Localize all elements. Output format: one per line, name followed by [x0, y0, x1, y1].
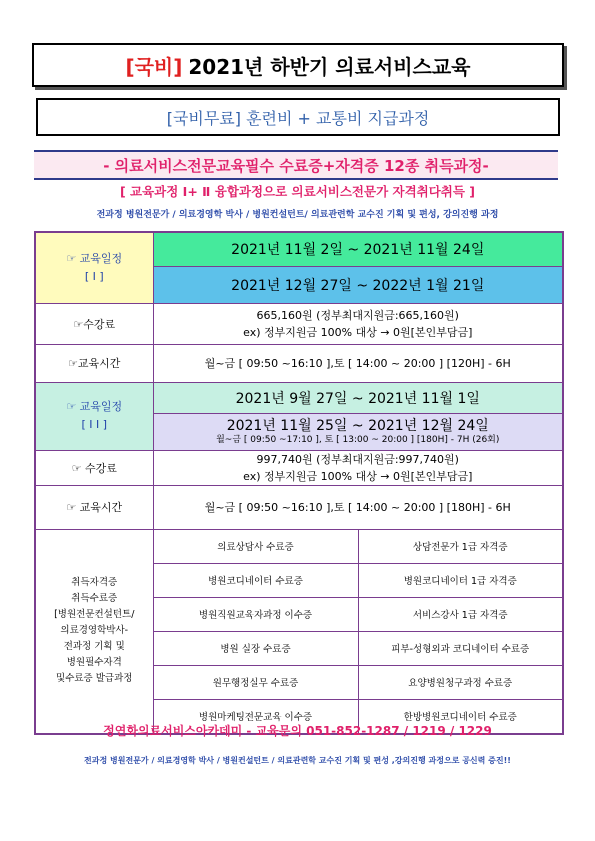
cert-item: 병원 실장 수료증: [153, 631, 358, 665]
course1-label-line2: [ I ]: [84, 269, 104, 283]
course1-fee: [153, 303, 563, 344]
course1-schedule-label: [35, 232, 153, 303]
subtitle-box: [국비무료] 훈련비 + 교통비 지급과정: [36, 98, 560, 136]
course1-fee-line1: 665,160원 (정부최대지원금:665,160원): [256, 308, 459, 322]
course2-time-label: ☞ 교육시간: [35, 485, 153, 529]
course-banner: - 의료서비스전문교육필수 수료증+자격증 12종 취득과정-: [34, 150, 558, 180]
notice-blue: 전과정 병원전문가 / 의료경영학 박사 / 병원컨설턴트/ 의료관련학 교수진 기획 및 편성, 강의진행 과정: [96, 210, 499, 220]
cert-item: 한방병원코디네이터 수료증: [358, 699, 563, 734]
course1-label-line1: ☞ 교육일정: [66, 251, 123, 265]
course2-fee-label: ☞ 수강료: [35, 450, 153, 485]
course2-fee: [153, 450, 563, 485]
notice-red: [ 교육과정 Ⅰ+ Ⅱ 융합과정으로 의료서비스전문가 자격취다취득 ]: [119, 184, 476, 199]
cert-label-line: 취득자격증: [71, 577, 118, 588]
cert-label-line: 및수료증 발급과정: [56, 673, 133, 684]
course2-time: 월~금 [ 09:50 ~16:10 ],토 [ 14:00 ~ 20:00 ] [180H] - 6H: [153, 485, 563, 529]
certificates-label: [35, 529, 153, 734]
footer-contact: 정연화의료서비스아카데미 - 교육문의 051-852-1287 / 1219 / 1229: [103, 724, 492, 738]
cert-item: 요양병원청구과정 수료증: [358, 665, 563, 699]
course1-date2: 2021년 12월 27일 ~ 2022년 1월 21일: [153, 266, 563, 303]
course2-date2-text: 2021년 11월 25일 ~ 2021년 12월 24일: [226, 417, 489, 434]
cert-label-line: 병원필수자격: [66, 657, 122, 668]
course1-fee-label: ☞수강료: [35, 303, 153, 344]
cert-label-line: 전과정 기획 및: [63, 641, 125, 652]
course2-date1: 2021년 9월 27일 ~ 2021년 11월 1일: [153, 382, 563, 413]
course2-label-line2: [ I I ]: [81, 418, 108, 431]
course2-date2: [153, 413, 563, 450]
cert-label-line: 취득수료증: [71, 593, 118, 604]
cert-item: 피부-성형외과 코디네이터 수료증: [358, 631, 563, 665]
cert-item: 서비스강사 1급 자격증: [358, 597, 563, 631]
course2-fee-line2: ex) 정부지원금 100% 대상 → 0원[본인부담금]: [243, 469, 473, 483]
cert-label-line: 의료경영학박사-: [60, 625, 129, 636]
cert-item: 병원코디네이터 1급 자격증: [358, 563, 563, 597]
page-title: [32, 43, 564, 87]
cert-item: 병원직원교육자과정 이수증: [153, 597, 358, 631]
course2-fee-line1: 997,740원 (정부최대지원금:997,740원): [256, 452, 459, 466]
title-prefix: [국비]: [125, 54, 183, 79]
course2-date2-note: 월~금 [ 09:50 ~17:10 ], 토 [ 13:00 ~ 20:00 ] [180H] - 7H (26회): [216, 434, 500, 445]
course1-time-label: ☞교육시간: [35, 344, 153, 382]
cert-item: 상담전문가 1급 자격증: [358, 529, 563, 563]
course1-date1: 2021년 11월 2일 ~ 2021년 11월 24일: [153, 232, 563, 266]
cert-item: 의료상담사 수료증: [153, 529, 358, 563]
cert-item: 병원코디네이터 수료증: [153, 563, 358, 597]
footer-note: 전과정 병원전문가 / 의료경영학 박사 / 병원컨설턴트 / 의료관련학 교수진 기획 및 편성 ,강의진행 과정으로 공신력 증진!!: [84, 756, 511, 765]
course1-time: 월~금 [ 09:50 ~16:10 ],토 [ 14:00 ~ 20:00 ] [120H] - 6H: [153, 344, 563, 382]
course1-fee-line2: ex) 정부지원금 100% 대상 → 0원[본인부담금]: [243, 325, 473, 339]
title-main: 2021년 하반기 의료서비스교육: [188, 54, 471, 79]
course2-schedule-label: [35, 382, 153, 450]
course-table: [34, 231, 564, 735]
course2-label-line1: ☞ 교육일정: [66, 400, 123, 413]
cert-item: 원무행정실무 수료증: [153, 665, 358, 699]
cert-label-line: [병원전문컨설턴트/: [54, 609, 135, 620]
cert-item: 병원마케팅전문교육 이수증: [153, 699, 358, 734]
